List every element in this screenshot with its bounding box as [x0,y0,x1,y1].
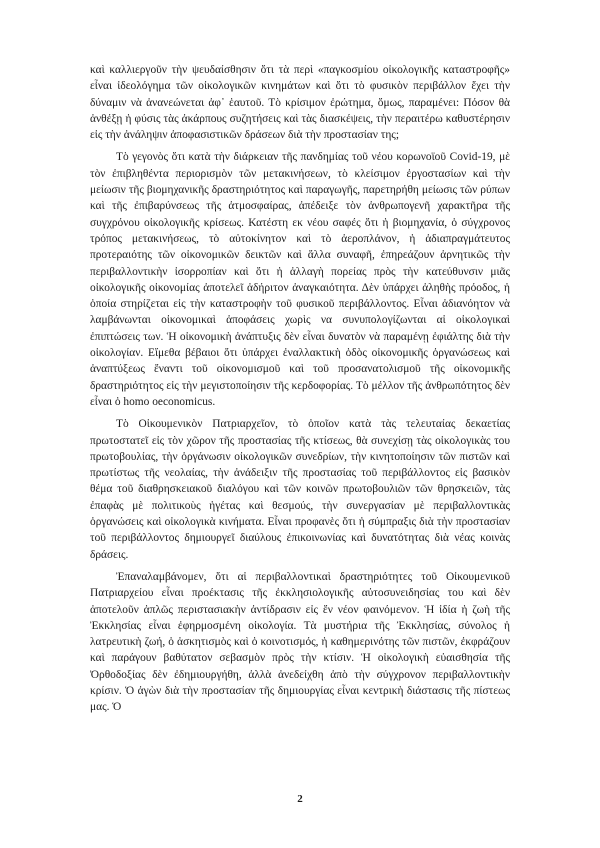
paragraph-4: Ἐπαναλαμβάνομεν, ὅτι αἱ περιβαλλοντικαὶ δραστηριότητες τοῦ Οἰκουμενικοῦ Πατριαρχείου εἶναι προέκτασις τῆς ἐκκλησιολογικῆς αὐτοσυνειδησίας του καὶ δὲν ἀποτελοῦν ἁπλῶς περιστασιακὴν ἀντίδρασιν εἰς ἕν νέον φαινόμενον. Ἡ ἰδία ἡ ζωὴ τῆς Ἐκκλησίας εἶναι ἐφηρμοσμένη οἰκολογία. Τὰ μυστήρια τῆς Ἐκκλησίας, σύνολος ἡ λατρευτικὴ ζωή, ὁ ἀσκητισμὸς καὶ ὁ κοινοτισμός, ἡ καθημερινότης τῶν πιστῶν, ἐκφράζουν καὶ παράγουν βαθύτατον σεβασμὸν πρὸς τὴν κτίσιν. Ἡ οἰκολογικὴ εὐαισθησία τῆς Ὀρθοδοξίας δὲν ἐδημιουργήθη, ἀλλὰ ἀνεδείχθη ἀπὸ τὴν σύγχρονον περιβαλλοντικὴν κρίσιν. Ὁ ἀγὼν διὰ τὴν προστασίαν τῆς δημιουργίας εἶναι κεντρικὴ διάστασις τῆς πίστεως μας. Ὁ [90,570,510,714]
paragraph-2: Τὸ γεγονὸς ὅτι κατὰ τὴν διάρκειαν τῆς πανδημίας τοῦ νέου κορωνοϊοῦ Covid-19, μὲ τὸν ἐπιβληθέντα περιορισμὸν τῶν μετακινήσεων, τὸ κλείσιμον ἐργοστασίων καὶ τὴν μείωσιν τῆς βιομηχανικῆς δραστηριότητος καὶ παραγωγῆς, παρετηρήθη μείωσις τῶν ρύπων καὶ τῆς ἐπιβαρύνσεως τῆς ἀτμοσφαίρας, ἀπέδειξε τὸν ἀνθρωπογενῆ χαρακτῆρα τῆς συγχρόνου οἰκολογικῆς κρίσεως. Κατέστη εκ νέου σαφές ὅτι ἡ βιομηχανία, ὁ σύγχρονος τρόπος μετακινήσεως, τὸ αὐτοκίνητον καὶ τὸ ἀεροπλάνον, ἡ ἀδιαπραγμάτευτος προτεραιότης τῶν οἰκονομικῶν δεικτῶν καὶ ἄλλα συναφῆ, ἐπηρεάζουν ἀρνητικῶς τὴν περιβαλλοντικὴν ἰσορροπίαν καὶ ὅτι ἡ ἀλλαγὴ πορείας πρὸς τὴν κατεύθυνσιν μιᾶς οἰκολογικῆς οἰκονομίας ἀποτελεῖ ἀδήριτον ἀναγκαιότητα. Δὲν ὑπάρχει ἀληθὴς πρόοδος, ἡ ὁποία στηρίζεται εἰς τὴν καταστροφὴν τοῦ φυσικοῦ περιβάλλοντος. Εἶναι ἀδιανόητον νὰ λαμβάνωνται οἰκονομικαὶ ἀποφάσεις χωρὶς να συνυπολογίζωνται αἱ οἰκολογικαὶ ἐπιπτώσεις των. Ἡ οἰκονομικὴ ἀνάπτυξις δὲν εἶναι δυνατὸν νὰ παραμένῃ ἐφιάλτης διὰ τὴν οἰκολογίαν. Εἴμεθα βέβαιοι ὅτι ὑπάρχει ἐναλλακτικὴ ὁδὸς οἰκονομικῆς ὀργανώσεως καὶ ἀναπτύξεως ἔναντι τοῦ οἰκονομισμοῦ καὶ τοῦ προσανατολισμοῦ τῆς οἰκονομικῆς δραστηριότητος εἰς τὴν μεγιστοποίησιν τῆς κερδοφορίας. Τὸ μέλλον τῆς ἀνθρωπότητος δὲν εἶναι ὁ homo oeconomicus. [90,151,510,408]
body-text [90,62,510,722]
paragraph-1: καὶ καλλιεργοῦν τὴν ψευδαίσθησιν ὅτι τὰ περὶ «παγκοσμίου οἰκολογικῆς καταστροφῆς» εἶναι ἰδεολόγημα τῶν οἰκολογικῶν κινημάτων καὶ ὅτι τὸ φυσικὸν περιβάλλον ἔχει τὴν δύναμιν νὰ ἀνανεώνεται ἀφ᾽ ἑαυτοῦ. Τὸ κρίσιμον ἐρώτημα, ὅμως, παραμένει: Πόσον θὰ ἀνθέξῃ ἡ φύσις τὰς ἀκάρπους συζητήσεις καὶ τὰς διασκέψεις, τὴν περαιτέρω καθυστέρησιν εἰς τὴν ἀνάληψιν ἀποφασιστικῶν δράσεων διὰ τὴν προστασίαν της; [90,64,510,142]
paragraph-3: Τὸ Οἰκουμενικὸν Πατριαρχεῖον, τὸ ὁποῖον κατὰ τὰς τελευταίας δεκαετίας πρωτοστατεῖ εἰς τὸν χῶρον τῆς προστασίας τῆς κτίσεως, θὰ συνεχίσῃ τὰς οἰκολογικὰς του πρωτοβουλίας, τὴν ὀργάνωσιν οἰκολογικῶν συνεδρίων, τὴν κινητοποίησιν τῶν πιστῶν καὶ πρωτίστως τῆς νεολαίας, τὴν ἀνάδειξιν τῆς προστασίας τοῦ περιβάλλοντος εἰς βασικὸν θέμα τοῦ διαθρησκειακοῦ διαλόγου καὶ τῶν κοινῶν πρωτοβουλιῶν τῶν θρησκειῶν, τὰς ἐπαφὰς μὲ πολιτικοὺς ἡγέτας καὶ θεσμούς, τὴν συνεργασίαν μὲ περιβαλλοντικὰς ὀργανώσεις καὶ οἰκολογικὰ κινήματα. Εἶναι προφανὲς ὅτι ἡ σύμπραξις διὰ τὴν προστασίαν τοῦ περιβάλλοντος δημιουργεῖ διαύλους ἐπικοινωνίας καὶ δυνατότητας διὰ νέας κοινὰς δράσεις. [90,418,510,561]
page-number: 2 [297,793,303,805]
